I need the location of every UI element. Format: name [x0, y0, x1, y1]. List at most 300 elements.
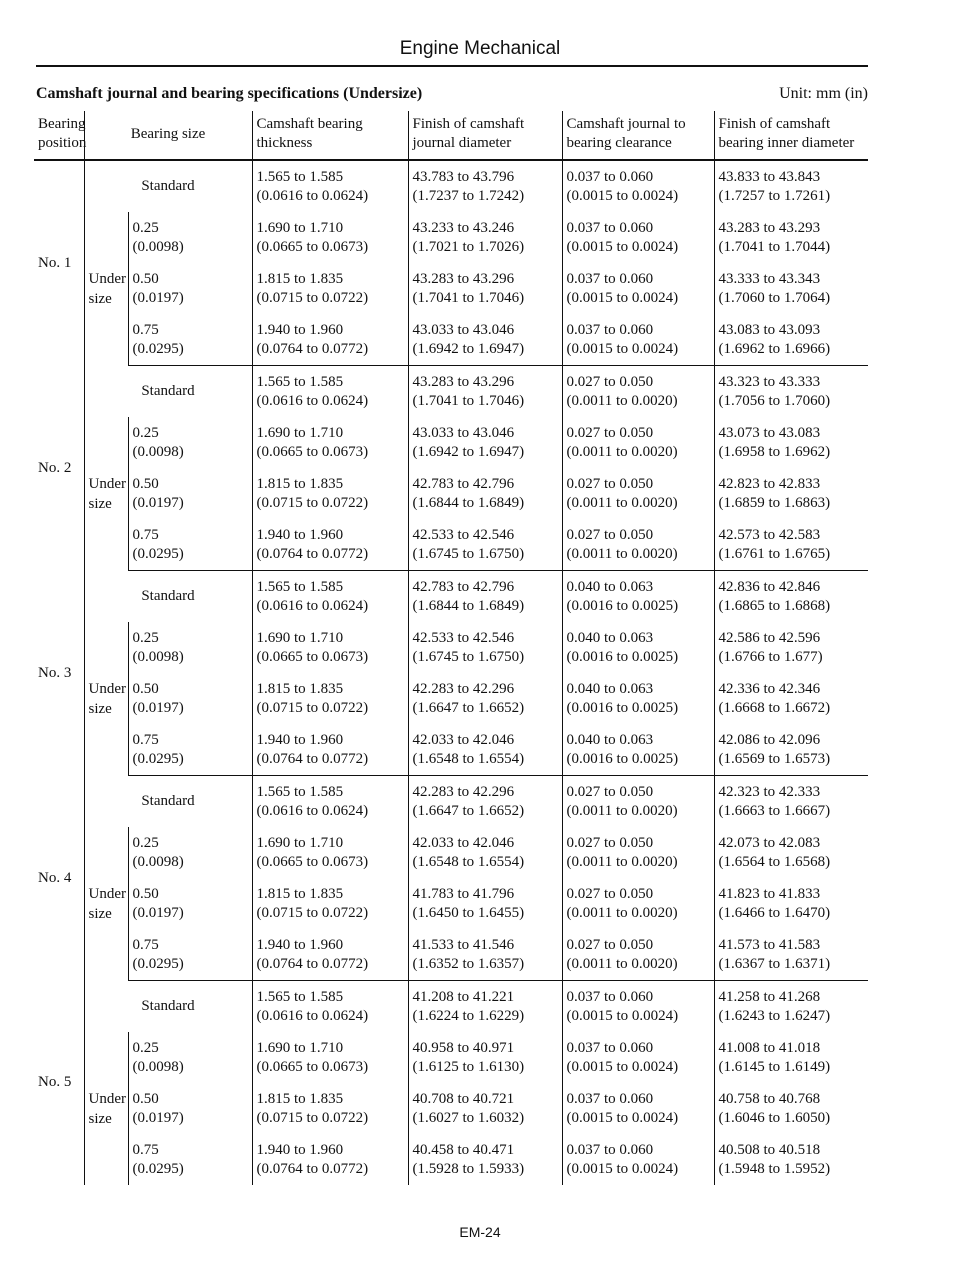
bearing-thickness-in: (0.0715 to 0.0722)	[256, 904, 369, 921]
undersize-in: (0.0098)	[132, 648, 184, 665]
journal-diameter-in: (1.6224 to 1.6229)	[412, 1007, 525, 1024]
journal-clearance	[562, 1032, 714, 1083]
journal-diameter-in: (1.6745 to 1.6750)	[412, 648, 525, 665]
bearing-inner-diameter-mm: 42.086 to 42.096	[718, 731, 821, 748]
undersize-mm: 0.75	[132, 526, 159, 543]
journal-diameter	[408, 314, 562, 366]
journal-clearance-in: (0.0011 to 0.0020)	[566, 904, 678, 921]
journal-clearance-mm: 0.027 to 0.050	[566, 373, 654, 390]
table-row	[34, 981, 868, 1033]
journal-clearance-mm: 0.037 to 0.060	[566, 270, 654, 287]
journal-clearance-in: (0.0015 to 0.0024)	[566, 1058, 679, 1075]
bearing-inner-diameter	[714, 1083, 868, 1134]
bearing-inner-diameter	[714, 468, 868, 519]
journal-clearance-mm: 0.027 to 0.050	[566, 936, 654, 953]
bearing-thickness-in: (0.0616 to 0.0624)	[256, 392, 369, 409]
bearing-inner-diameter-in: (1.7056 to 1.7060)	[718, 392, 831, 409]
bearing-thickness-mm: 1.690 to 1.710	[256, 219, 344, 236]
bearing-inner-diameter-mm: 43.073 to 43.083	[718, 424, 821, 441]
col-header-inner: Finish of camshaft bearing inner diameter	[714, 111, 868, 160]
undersize-value	[128, 212, 252, 263]
journal-diameter-mm: 43.783 to 43.796	[412, 168, 515, 185]
journal-diameter-in: (1.6942 to 1.6947)	[412, 443, 525, 460]
bearing-size-standard: Standard	[84, 160, 252, 212]
bearing-inner-diameter	[714, 263, 868, 314]
undersize-mm: 0.50	[132, 885, 159, 902]
bearing-inner-diameter-mm: 42.573 to 42.583	[718, 526, 821, 543]
spec-table-body	[34, 160, 868, 1185]
journal-clearance	[562, 724, 714, 776]
undersize-value	[128, 827, 252, 878]
journal-clearance-in: (0.0015 to 0.0024)	[566, 340, 679, 357]
journal-diameter	[408, 622, 562, 673]
bearing-inner-diameter	[714, 878, 868, 929]
undersize-value	[128, 263, 252, 314]
journal-diameter-in: (1.6450 to 1.6455)	[412, 904, 525, 921]
bearing-position: No. 2	[34, 366, 84, 571]
journal-clearance-in: (0.0016 to 0.0025)	[566, 597, 679, 614]
journal-clearance-in: (0.0015 to 0.0024)	[566, 1160, 679, 1177]
bearing-inner-diameter	[714, 981, 868, 1033]
page-number: EM-24	[459, 1224, 501, 1240]
journal-clearance	[562, 571, 714, 623]
table-row	[34, 263, 868, 314]
bearing-inner-diameter-mm: 41.573 to 41.583	[718, 936, 821, 953]
undersize-in: (0.0098)	[132, 853, 184, 870]
undersize-mm: 0.50	[132, 1090, 159, 1107]
journal-clearance-in: (0.0011 to 0.0020)	[566, 853, 678, 870]
bearing-thickness-in: (0.0715 to 0.0722)	[256, 494, 369, 511]
journal-diameter	[408, 160, 562, 212]
undersize-in: (0.0295)	[132, 1160, 184, 1177]
undersize-label	[84, 622, 128, 776]
undersize-value	[128, 314, 252, 366]
bearing-thickness-mm: 1.815 to 1.835	[256, 885, 344, 902]
undersize-mm: 0.25	[132, 1039, 159, 1056]
journal-diameter-in: (1.6647 to 1.6652)	[412, 699, 525, 716]
bearing-size-standard: Standard	[84, 366, 252, 418]
bearing-thickness-in: (0.0715 to 0.0722)	[256, 289, 369, 306]
undersize-in: (0.0295)	[132, 955, 184, 972]
journal-diameter-mm: 41.783 to 41.796	[412, 885, 515, 902]
journal-clearance-mm: 0.027 to 0.050	[566, 783, 654, 800]
bearing-inner-diameter-mm: 42.323 to 42.333	[718, 783, 821, 800]
bearing-inner-diameter-mm: 40.508 to 40.518	[718, 1141, 821, 1158]
bearing-inner-diameter	[714, 417, 868, 468]
bearing-size-standard: Standard	[84, 776, 252, 828]
journal-diameter	[408, 468, 562, 519]
table-row	[34, 160, 868, 212]
undersize-in: (0.0197)	[132, 494, 184, 511]
journal-clearance-mm: 0.040 to 0.063	[566, 680, 654, 697]
journal-diameter	[408, 1083, 562, 1134]
journal-diameter-in: (1.6352 to 1.6357)	[412, 955, 525, 972]
bearing-thickness-mm: 1.690 to 1.710	[256, 1039, 344, 1056]
bearing-inner-diameter-in: (1.6564 to 1.6568)	[718, 853, 831, 870]
journal-diameter-mm: 42.283 to 42.296	[412, 783, 515, 800]
journal-diameter	[408, 981, 562, 1033]
table-row	[34, 673, 868, 724]
journal-diameter-in: (1.6844 to 1.6849)	[412, 494, 525, 511]
undersize-mm: 0.25	[132, 629, 159, 646]
undersize-label-under: Under	[88, 475, 126, 492]
undersize-value	[128, 673, 252, 724]
bearing-thickness	[252, 1083, 408, 1134]
bearing-thickness-in: (0.0764 to 0.0772)	[256, 545, 369, 562]
undersize-mm: 0.75	[132, 321, 159, 338]
undersize-in: (0.0295)	[132, 340, 184, 357]
journal-diameter	[408, 417, 562, 468]
bearing-inner-diameter-mm: 43.283 to 43.293	[718, 219, 821, 236]
bearing-inner-diameter	[714, 571, 868, 623]
bearing-thickness	[252, 981, 408, 1033]
bearing-inner-diameter-mm: 41.008 to 41.018	[718, 1039, 821, 1056]
journal-diameter-mm: 43.033 to 43.046	[412, 321, 515, 338]
undersize-label-size: size	[88, 700, 112, 717]
bearing-inner-diameter-in: (1.6569 to 1.6573)	[718, 750, 831, 767]
journal-clearance-mm: 0.027 to 0.050	[566, 834, 654, 851]
bearing-inner-diameter-in: (1.6668 to 1.6672)	[718, 699, 831, 716]
journal-clearance-in: (0.0011 to 0.0020)	[566, 392, 678, 409]
bearing-thickness	[252, 827, 408, 878]
undersize-mm: 0.75	[132, 731, 159, 748]
undersize-label	[84, 417, 128, 571]
header-rule	[36, 65, 868, 67]
undersize-mm: 0.25	[132, 219, 159, 236]
bearing-thickness-in: (0.0764 to 0.0772)	[256, 340, 369, 357]
table-row	[34, 827, 868, 878]
table-row	[34, 1134, 868, 1185]
journal-diameter-mm: 42.783 to 42.796	[412, 475, 515, 492]
bearing-thickness-mm: 1.565 to 1.585	[256, 988, 344, 1005]
bearing-inner-diameter-in: (1.7257 to 1.7261)	[718, 187, 831, 204]
bearing-thickness	[252, 417, 408, 468]
bearing-thickness-mm: 1.565 to 1.585	[256, 373, 344, 390]
bearing-thickness-mm: 1.565 to 1.585	[256, 168, 344, 185]
bearing-thickness-in: (0.0616 to 0.0624)	[256, 187, 369, 204]
bearing-inner-diameter-mm: 42.836 to 42.846	[718, 578, 821, 595]
journal-clearance	[562, 981, 714, 1033]
bearing-thickness	[252, 160, 408, 212]
journal-clearance	[562, 673, 714, 724]
unit-label: Unit: mm (in)	[779, 85, 868, 102]
journal-diameter-mm: 40.958 to 40.971	[412, 1039, 515, 1056]
journal-diameter-mm: 42.283 to 42.296	[412, 680, 515, 697]
undersize-label	[84, 827, 128, 981]
journal-clearance-in: (0.0011 to 0.0020)	[566, 802, 678, 819]
bearing-thickness-mm: 1.815 to 1.835	[256, 680, 344, 697]
bearing-thickness-mm: 1.940 to 1.960	[256, 731, 344, 748]
journal-clearance-in: (0.0016 to 0.0025)	[566, 648, 679, 665]
journal-diameter-in: (1.6844 to 1.6849)	[412, 597, 525, 614]
bearing-inner-diameter-mm: 43.333 to 43.343	[718, 270, 821, 287]
journal-clearance	[562, 622, 714, 673]
journal-clearance-mm: 0.040 to 0.063	[566, 731, 654, 748]
bearing-thickness-mm: 1.565 to 1.585	[256, 578, 344, 595]
bearing-inner-diameter-in: (1.6243 to 1.6247)	[718, 1007, 831, 1024]
journal-diameter-in: (1.7041 to 1.7046)	[412, 289, 525, 306]
journal-diameter-in: (1.7021 to 1.7026)	[412, 238, 525, 255]
table-header-row	[34, 111, 868, 160]
journal-diameter-in: (1.6548 to 1.6554)	[412, 750, 525, 767]
journal-diameter-mm: 43.033 to 43.046	[412, 424, 515, 441]
bearing-thickness	[252, 468, 408, 519]
journal-clearance	[562, 314, 714, 366]
undersize-mm: 0.50	[132, 270, 159, 287]
journal-diameter-in: (1.6647 to 1.6652)	[412, 802, 525, 819]
undersize-mm: 0.25	[132, 834, 159, 851]
journal-diameter	[408, 1032, 562, 1083]
undersize-label-size: size	[88, 290, 112, 307]
undersize-mm: 0.75	[132, 1141, 159, 1158]
bearing-thickness-in: (0.0616 to 0.0624)	[256, 597, 369, 614]
bearing-thickness	[252, 673, 408, 724]
bearing-thickness-in: (0.0764 to 0.0772)	[256, 750, 369, 767]
table-row	[34, 519, 868, 571]
undersize-value	[128, 724, 252, 776]
journal-diameter	[408, 724, 562, 776]
journal-clearance	[562, 212, 714, 263]
bearing-inner-diameter	[714, 366, 868, 418]
bearing-inner-diameter-mm: 40.758 to 40.768	[718, 1090, 821, 1107]
undersize-label	[84, 1032, 128, 1185]
journal-diameter-mm: 42.033 to 42.046	[412, 731, 515, 748]
bearing-inner-diameter-in: (1.6865 to 1.6868)	[718, 597, 831, 614]
journal-clearance-mm: 0.037 to 0.060	[566, 1141, 654, 1158]
journal-clearance-mm: 0.027 to 0.050	[566, 424, 654, 441]
undersize-in: (0.0197)	[132, 904, 184, 921]
bearing-thickness	[252, 212, 408, 263]
journal-clearance	[562, 827, 714, 878]
journal-diameter	[408, 878, 562, 929]
table-row	[34, 878, 868, 929]
bearing-thickness	[252, 776, 408, 828]
bearing-inner-diameter	[714, 519, 868, 571]
bearing-inner-diameter-in: (1.6145 to 1.6149)	[718, 1058, 831, 1075]
bearing-inner-diameter-mm: 41.258 to 41.268	[718, 988, 821, 1005]
bearing-size-standard: Standard	[84, 571, 252, 623]
bearing-thickness-mm: 1.690 to 1.710	[256, 629, 344, 646]
bearing-inner-diameter-in: (1.6761 to 1.6765)	[718, 545, 831, 562]
table-row	[34, 1032, 868, 1083]
bearing-thickness	[252, 519, 408, 571]
bearing-thickness-mm: 1.815 to 1.835	[256, 1090, 344, 1107]
journal-clearance-in: (0.0015 to 0.0024)	[566, 187, 679, 204]
page-header: Engine Mechanical	[399, 38, 561, 59]
bearing-thickness-in: (0.0665 to 0.0673)	[256, 648, 369, 665]
bearing-inner-diameter-mm: 43.833 to 43.843	[718, 168, 821, 185]
bearing-thickness-in: (0.0665 to 0.0673)	[256, 238, 369, 255]
table-row	[34, 212, 868, 263]
journal-clearance-mm: 0.027 to 0.050	[566, 526, 654, 543]
bearing-thickness-in: (0.0764 to 0.0772)	[256, 955, 369, 972]
bearing-thickness-in: (0.0665 to 0.0673)	[256, 1058, 369, 1075]
bearing-thickness	[252, 571, 408, 623]
bearing-inner-diameter	[714, 1134, 868, 1185]
journal-diameter	[408, 519, 562, 571]
journal-diameter-mm: 43.283 to 43.296	[412, 270, 515, 287]
bearing-thickness-mm: 1.815 to 1.835	[256, 475, 344, 492]
bearing-thickness	[252, 929, 408, 981]
undersize-mm: 0.75	[132, 936, 159, 953]
table-row	[34, 366, 868, 418]
journal-clearance-in: (0.0015 to 0.0024)	[566, 1109, 679, 1126]
journal-clearance	[562, 878, 714, 929]
journal-clearance	[562, 160, 714, 212]
bearing-inner-diameter-mm: 42.073 to 42.083	[718, 834, 821, 851]
journal-diameter-in: (1.6125 to 1.6130)	[412, 1058, 525, 1075]
table-row	[34, 1083, 868, 1134]
bearing-position: No. 3	[34, 571, 84, 776]
journal-diameter-mm: 43.283 to 43.296	[412, 373, 515, 390]
bearing-inner-diameter-mm: 41.823 to 41.833	[718, 885, 821, 902]
journal-clearance-mm: 0.037 to 0.060	[566, 168, 654, 185]
journal-clearance-mm: 0.027 to 0.050	[566, 885, 654, 902]
bearing-thickness-mm: 1.565 to 1.585	[256, 783, 344, 800]
bearing-inner-diameter-in: (1.7041 to 1.7044)	[718, 238, 831, 255]
undersize-label-size: size	[88, 495, 112, 512]
bearing-thickness-in: (0.0715 to 0.0722)	[256, 699, 369, 716]
undersize-mm: 0.25	[132, 424, 159, 441]
undersize-label-under: Under	[88, 270, 126, 287]
journal-diameter-mm: 40.458 to 40.471	[412, 1141, 515, 1158]
bearing-inner-diameter	[714, 622, 868, 673]
table-row	[34, 468, 868, 519]
spec-table	[34, 111, 868, 1185]
undersize-in: (0.0098)	[132, 443, 184, 460]
journal-diameter-mm: 43.233 to 43.246	[412, 219, 515, 236]
journal-diameter	[408, 571, 562, 623]
bearing-inner-diameter	[714, 314, 868, 366]
bearing-inner-diameter-in: (1.6766 to 1.677)	[718, 648, 823, 665]
undersize-label-size: size	[88, 905, 112, 922]
bearing-inner-diameter-mm: 42.336 to 42.346	[718, 680, 821, 697]
bearing-inner-diameter-in: (1.6958 to 1.6962)	[718, 443, 831, 460]
journal-clearance-mm: 0.037 to 0.060	[566, 321, 654, 338]
table-row	[34, 571, 868, 623]
bearing-inner-diameter	[714, 827, 868, 878]
journal-clearance-mm: 0.027 to 0.050	[566, 475, 654, 492]
journal-diameter	[408, 776, 562, 828]
bearing-inner-diameter-mm: 43.083 to 43.093	[718, 321, 821, 338]
col-header-size: Bearing size	[84, 111, 252, 160]
journal-clearance-mm: 0.037 to 0.060	[566, 1039, 654, 1056]
undersize-value	[128, 1032, 252, 1083]
bearing-thickness-in: (0.0764 to 0.0772)	[256, 1160, 369, 1177]
col-header-position: Bearing position	[34, 111, 84, 160]
undersize-value	[128, 878, 252, 929]
bearing-thickness-mm: 1.940 to 1.960	[256, 936, 344, 953]
undersize-value	[128, 1083, 252, 1134]
journal-clearance-in: (0.0015 to 0.0024)	[566, 238, 679, 255]
undersize-in: (0.0295)	[132, 545, 184, 562]
bearing-thickness-mm: 1.940 to 1.960	[256, 321, 344, 338]
undersize-in: (0.0098)	[132, 238, 184, 255]
bearing-thickness-mm: 1.815 to 1.835	[256, 270, 344, 287]
undersize-in: (0.0197)	[132, 289, 184, 306]
journal-clearance-in: (0.0011 to 0.0020)	[566, 494, 678, 511]
undersize-label-under: Under	[88, 680, 126, 697]
journal-diameter-mm: 42.533 to 42.546	[412, 629, 515, 646]
bearing-thickness-in: (0.0715 to 0.0722)	[256, 1109, 369, 1126]
journal-diameter	[408, 827, 562, 878]
bearing-thickness	[252, 622, 408, 673]
undersize-mm: 0.50	[132, 680, 159, 697]
table-title: Camshaft journal and bearing specifications (Undersize)	[36, 85, 423, 102]
bearing-inner-diameter	[714, 1032, 868, 1083]
journal-diameter-in: (1.5928 to 1.5933)	[412, 1160, 525, 1177]
journal-diameter	[408, 263, 562, 314]
journal-diameter	[408, 673, 562, 724]
journal-clearance	[562, 263, 714, 314]
journal-clearance-mm: 0.040 to 0.063	[566, 629, 654, 646]
journal-clearance-mm: 0.037 to 0.060	[566, 988, 654, 1005]
bearing-inner-diameter-mm: 42.823 to 42.833	[718, 475, 821, 492]
undersize-value	[128, 929, 252, 981]
bearing-thickness	[252, 724, 408, 776]
journal-diameter-in: (1.6548 to 1.6554)	[412, 853, 525, 870]
undersize-mm: 0.50	[132, 475, 159, 492]
journal-diameter-in: (1.7237 to 1.7242)	[412, 187, 525, 204]
journal-diameter-in: (1.7041 to 1.7046)	[412, 392, 525, 409]
journal-clearance-in: (0.0011 to 0.0020)	[566, 545, 678, 562]
undersize-value	[128, 417, 252, 468]
journal-diameter	[408, 929, 562, 981]
table-row	[34, 776, 868, 828]
table-row	[34, 929, 868, 981]
journal-diameter-mm: 41.533 to 41.546	[412, 936, 515, 953]
journal-clearance-in: (0.0015 to 0.0024)	[566, 1007, 679, 1024]
table-row	[34, 622, 868, 673]
journal-clearance	[562, 468, 714, 519]
journal-diameter	[408, 366, 562, 418]
bearing-inner-diameter	[714, 776, 868, 828]
col-header-thickness: Camshaft bearing thickness	[252, 111, 408, 160]
bearing-thickness-in: (0.0665 to 0.0673)	[256, 443, 369, 460]
col-header-journal: Finish of camshaft journal diameter	[408, 111, 562, 160]
journal-clearance-in: (0.0016 to 0.0025)	[566, 699, 679, 716]
journal-clearance-in: (0.0011 to 0.0020)	[566, 955, 678, 972]
bearing-inner-diameter-mm: 43.323 to 43.333	[718, 373, 821, 390]
bearing-thickness-mm: 1.690 to 1.710	[256, 834, 344, 851]
journal-diameter-mm: 42.783 to 42.796	[412, 578, 515, 595]
table-row	[34, 724, 868, 776]
undersize-label-under: Under	[88, 885, 126, 902]
bearing-position: No. 1	[34, 160, 84, 366]
journal-diameter-in: (1.6745 to 1.6750)	[412, 545, 525, 562]
bearing-inner-diameter-in: (1.6466 to 1.6470)	[718, 904, 831, 921]
undersize-value	[128, 519, 252, 571]
bearing-inner-diameter-in: (1.6859 to 1.6863)	[718, 494, 831, 511]
bearing-inner-diameter-in: (1.6046 to 1.6050)	[718, 1109, 831, 1126]
journal-clearance	[562, 366, 714, 418]
col-header-clearance: Camshaft journal to bearing clearance	[562, 111, 714, 160]
undersize-label	[84, 212, 128, 366]
journal-diameter	[408, 212, 562, 263]
bearing-inner-diameter-in: (1.6962 to 1.6966)	[718, 340, 831, 357]
bearing-thickness	[252, 366, 408, 418]
journal-diameter-mm: 40.708 to 40.721	[412, 1090, 515, 1107]
undersize-value	[128, 468, 252, 519]
bearing-thickness-mm: 1.690 to 1.710	[256, 424, 344, 441]
bearing-thickness-mm: 1.940 to 1.960	[256, 1141, 344, 1158]
bearing-size-standard: Standard	[84, 981, 252, 1033]
journal-diameter-in: (1.6027 to 1.6032)	[412, 1109, 525, 1126]
bearing-thickness-in: (0.0616 to 0.0624)	[256, 802, 369, 819]
undersize-in: (0.0098)	[132, 1058, 184, 1075]
bearing-inner-diameter	[714, 160, 868, 212]
bearing-position: No. 4	[34, 776, 84, 981]
